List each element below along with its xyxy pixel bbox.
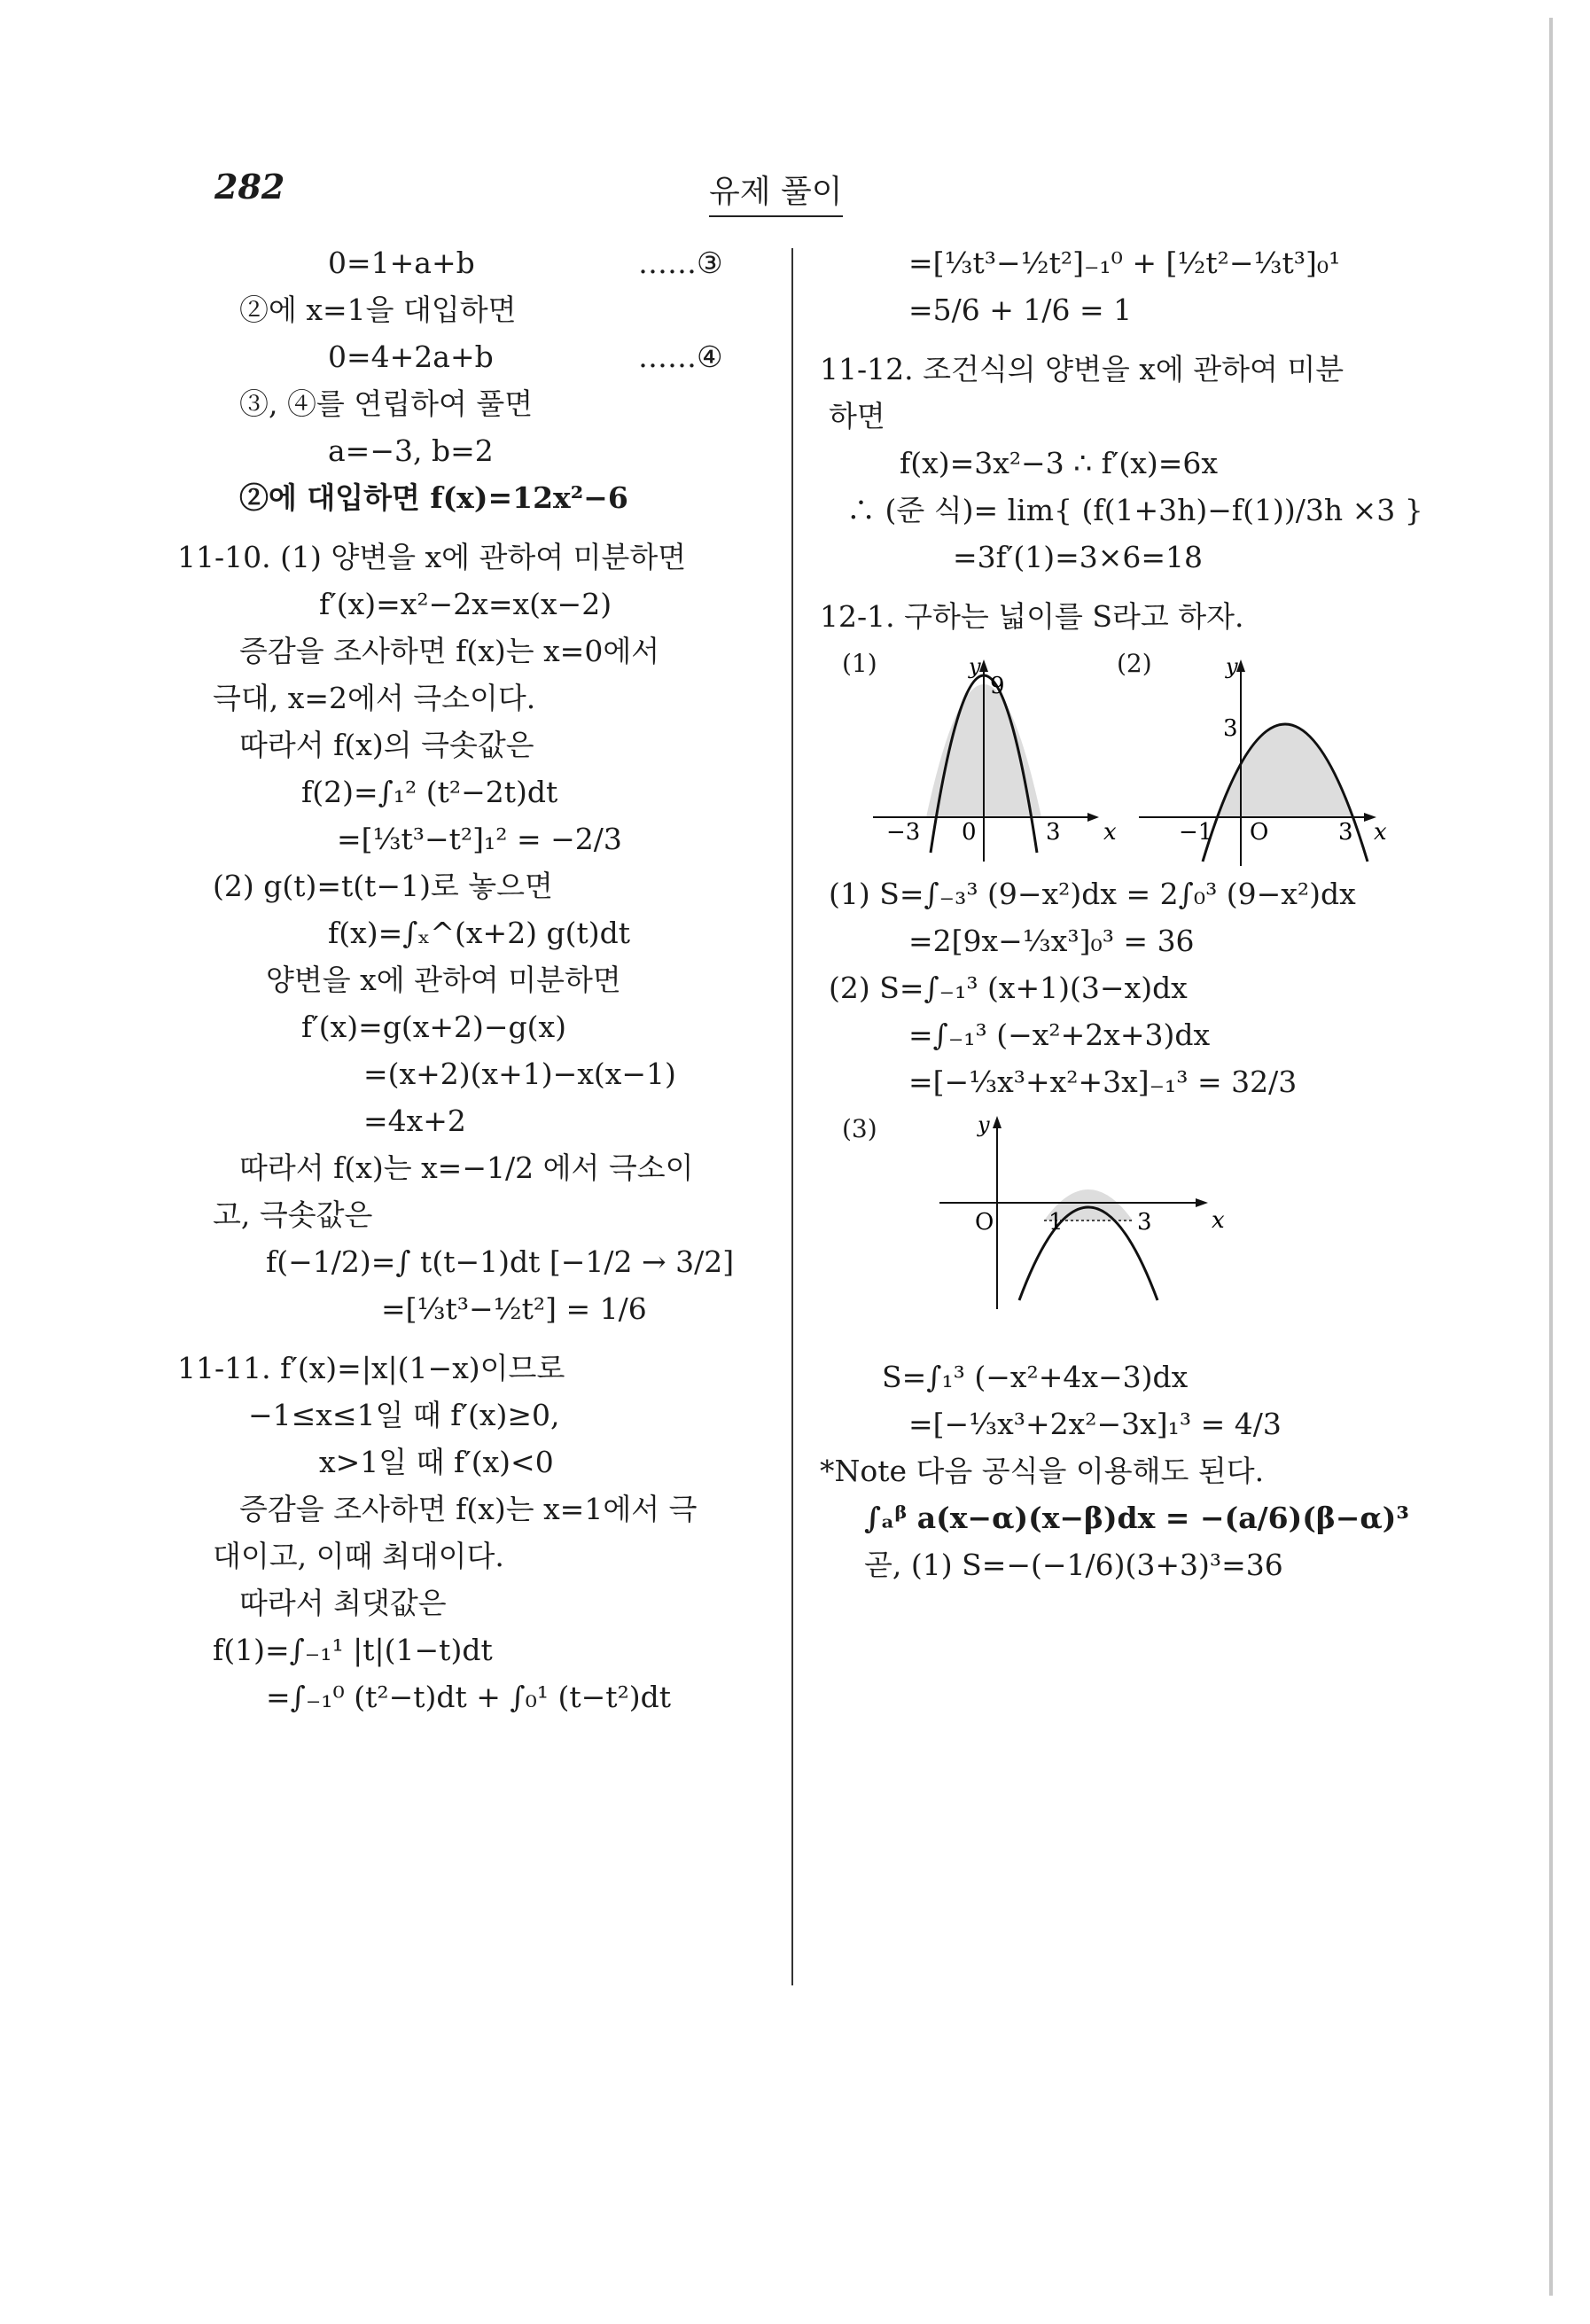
- solution-line-text: 곧, (1) S=−(−1/6)(3+3)³=36: [864, 1548, 1283, 1582]
- page-number: 282: [214, 167, 285, 207]
- solution-line: [177, 1238, 762, 1285]
- graph-1-vertex: 9: [990, 673, 1005, 699]
- solution-line-text: 따라서 f(x)는 x=−1/2 에서 극소이: [239, 1150, 694, 1185]
- solution-line-text: 하면: [829, 399, 885, 433]
- solution-line: [820, 1400, 1440, 1447]
- solution-line-text: f′(x)=g(x+2)−g(x): [301, 1010, 566, 1044]
- section-gap: [177, 1332, 762, 1345]
- solution-line: [177, 1191, 762, 1238]
- solution-line-text: (1) S=∫₋₃³ (9−x²)dx = 2∫₀³ (9−x²)dx: [829, 877, 1356, 911]
- solution-line: [820, 487, 1440, 534]
- solution-line-text: 따라서 f(x)의 극솟값은: [239, 728, 534, 762]
- solution-line: [177, 286, 762, 333]
- solution-line-text: ∫ₐᵝ a(x−α)(x−β)dx = −(a/6)(β−α)³: [864, 1501, 1409, 1535]
- solution-line: [820, 534, 1440, 581]
- graph-2-y-label: y: [1226, 654, 1238, 679]
- solution-line: [177, 862, 762, 909]
- section-gap: [820, 333, 1440, 346]
- solution-line-text: 12-1. 구하는 넓이를 S라고 하자.: [820, 599, 1244, 634]
- solution-line-text: *Note 다음 공식을 이용해도 된다.: [820, 1454, 1265, 1488]
- solution-line: [820, 593, 1440, 640]
- solution-line-text: f(1)=∫₋₁¹ |t|(1−t)dt: [213, 1633, 493, 1667]
- graph-3-root-right: 3: [1137, 1209, 1152, 1236]
- left-column: [177, 239, 762, 1720]
- solution-line-text: f(x)=∫ₓ^(x+2) g(t)dt: [328, 916, 631, 950]
- solution-line-text: x>1일 때 f′(x)<0: [319, 1445, 554, 1479]
- solution-line-text: =5/6 + 1/6 = 1: [908, 292, 1133, 327]
- solution-line: [177, 1673, 762, 1720]
- solution-line: [177, 1579, 762, 1626]
- right-column: [820, 239, 1440, 1588]
- solution-line: [177, 815, 762, 862]
- graph-1-label: (1): [842, 649, 877, 678]
- solution-line: [820, 1011, 1440, 1058]
- graph-2-label: (2): [1117, 649, 1152, 678]
- solution-line: [177, 427, 762, 474]
- graph-1-x-label: x: [1103, 819, 1117, 846]
- solution-line: [820, 440, 1440, 487]
- solution-line: [820, 917, 1440, 964]
- solution-line-text: =[−⅓x³+x²+3x]₋₁³ = 32/3: [908, 1065, 1298, 1099]
- graph-3-origin: O: [975, 1209, 994, 1236]
- solution-line-text: 증감을 조사하면 f(x)는 x=1에서 극: [239, 1492, 698, 1526]
- solution-line-text: −1≤x≤1일 때 f′(x)≥0,: [248, 1398, 560, 1432]
- graph-3-label: (3): [842, 1114, 877, 1143]
- solution-line-text: 양변을 x에 관하여 미분하면: [266, 963, 621, 997]
- solution-line: [820, 964, 1440, 1011]
- solution-line: [177, 239, 762, 286]
- solution-line: [177, 1144, 762, 1191]
- solution-line: [177, 1532, 762, 1579]
- solution-line-text: S=∫₁³ (−x²+4x−3)dx: [882, 1360, 1189, 1394]
- solution-line: [177, 1050, 762, 1097]
- solution-line-text: =(x+2)(x+1)−x(x−1): [363, 1057, 676, 1091]
- graph-1-root-left: −3: [886, 819, 921, 846]
- solution-line-text: 11-10. (1) 양변을 x에 관하여 미분하면: [177, 540, 687, 574]
- solution-line-text: =[−⅓x³+2x²−3x]₁³ = 4/3: [908, 1407, 1282, 1441]
- solution-line: [177, 628, 762, 675]
- solution-line: [177, 675, 762, 721]
- solution-line-text: 고, 극솟값은: [213, 1197, 373, 1232]
- solution-line-text: f(2)=∫₁² (t²−2t)dt: [301, 775, 558, 809]
- solution-line-text: f′(x)=x²−2x=x(x−2): [319, 587, 612, 621]
- solution-line: [820, 1541, 1440, 1588]
- graph-2-root-left: −1: [1179, 819, 1213, 846]
- solution-line: [820, 393, 1440, 440]
- graph-2: [1130, 640, 1396, 870]
- solution-line: [820, 1447, 1440, 1494]
- graph-3-x-label: x: [1212, 1207, 1225, 1234]
- solution-line: [177, 956, 762, 1003]
- solution-line-text: =[⅓t³−t²]₁² = −2/3: [337, 822, 622, 856]
- graph-1-y-label: y: [969, 654, 981, 679]
- solution-line: [820, 346, 1440, 393]
- solution-line-text: (2) g(t)=t(t−1)로 놓으면: [213, 869, 553, 903]
- solution-line-text: =[⅓t³−½t²]₋₁⁰ + [½t²−⅓t³]₀¹: [908, 246, 1341, 280]
- graph-2-x-label: x: [1374, 819, 1387, 846]
- graph-3: [935, 1105, 1290, 1353]
- solution-line: [177, 1345, 762, 1392]
- solution-line: [820, 1353, 1440, 1400]
- graph-2-origin: O: [1250, 819, 1269, 846]
- graphs-row: [820, 640, 1440, 870]
- section-gap: [820, 581, 1440, 593]
- solution-line-text: f(x)=3x²−3 ∴ f′(x)=6x: [900, 446, 1219, 480]
- graph-3-root-left: 1: [1048, 1209, 1064, 1236]
- solution-line-text: ∴ (준 식)= lim{ (f(1+3h)−f(1))/3h ×3 }: [846, 493, 1423, 527]
- page-header-title: 유제 풀이: [709, 167, 843, 217]
- solution-line: [177, 534, 762, 581]
- solution-line: [177, 380, 762, 427]
- solution-line: [177, 768, 762, 815]
- solution-line-text: 증감을 조사하면 f(x)는 x=0에서: [239, 634, 660, 668]
- solution-line: [177, 333, 762, 380]
- solution-line-text: =4x+2: [363, 1104, 466, 1138]
- solution-line-text: 0=4+2a+b: [328, 339, 494, 374]
- graph-3-y-label: y: [978, 1112, 990, 1137]
- solution-line: [177, 581, 762, 628]
- graph-1-root-right: 3: [1046, 819, 1061, 846]
- solution-line: [820, 286, 1440, 333]
- solution-line-text: =∫₋₁³ (−x²+2x+3)dx: [908, 1018, 1211, 1052]
- section-gap: [177, 521, 762, 534]
- solution-line-text: ②에 대입하면 f(x)=12x²−6: [239, 480, 628, 515]
- solution-line: [820, 870, 1440, 917]
- solution-line: [177, 1439, 762, 1486]
- solution-line-text: =[⅓t³−½t²] = 1/6: [381, 1291, 647, 1326]
- solution-line: [177, 1486, 762, 1532]
- solution-line-text: ③, ④를 연립하여 풀면: [239, 386, 534, 421]
- solution-line-text: =3f′(1)=3×6=18: [953, 540, 1204, 574]
- solution-line-text: 11-11. f′(x)=|x|(1−x)이므로: [177, 1351, 565, 1385]
- graph-1: [864, 640, 1117, 870]
- solution-line: [820, 239, 1440, 286]
- solution-line-text: 따라서 최댓값은: [239, 1586, 447, 1620]
- solution-line-text: f(−1/2)=∫ t(t−1)dt [−1/2 → 3/2]: [266, 1244, 735, 1279]
- graph-2-vertex: 3: [1223, 715, 1238, 742]
- solution-line-text: a=−3, b=2: [328, 433, 494, 468]
- solution-line: [177, 909, 762, 956]
- graph-2-root-right: 3: [1338, 819, 1353, 846]
- column-divider: [791, 248, 793, 1985]
- graph-3-row: [820, 1105, 1440, 1353]
- solution-line-text: 11-12. 조건식의 양변을 x에 관하여 미분: [820, 352, 1344, 386]
- solution-line-text: =∫₋₁⁰ (t²−t)dt + ∫₀¹ (t−t²)dt: [266, 1680, 672, 1714]
- solution-line: [177, 1392, 762, 1439]
- solution-line: [820, 1494, 1440, 1541]
- solution-line: [177, 1285, 762, 1332]
- solution-line: [177, 474, 762, 521]
- solution-line-text: =2[9x−⅓x³]₀³ = 36: [908, 924, 1195, 958]
- solution-line-text: 0=1+a+b: [328, 246, 475, 280]
- solution-line: [177, 1097, 762, 1144]
- solution-line: [177, 1626, 762, 1673]
- graph-1-origin: 0: [962, 819, 977, 846]
- equation-tag: ……④: [638, 339, 723, 374]
- page-edge-line: [1549, 18, 1553, 2296]
- solution-line-text: 극대, x=2에서 극소이다.: [213, 681, 536, 715]
- solution-line: [177, 721, 762, 768]
- solution-line: [177, 1003, 762, 1050]
- solution-line-text: (2) S=∫₋₁³ (x+1)(3−x)dx: [829, 971, 1188, 1005]
- solution-line-text: 대이고, 이때 최대이다.: [213, 1539, 504, 1573]
- solution-line-text: ②에 x=1을 대입하면: [239, 292, 517, 327]
- equation-tag: ……③: [638, 246, 723, 280]
- solution-line: [820, 1058, 1440, 1105]
